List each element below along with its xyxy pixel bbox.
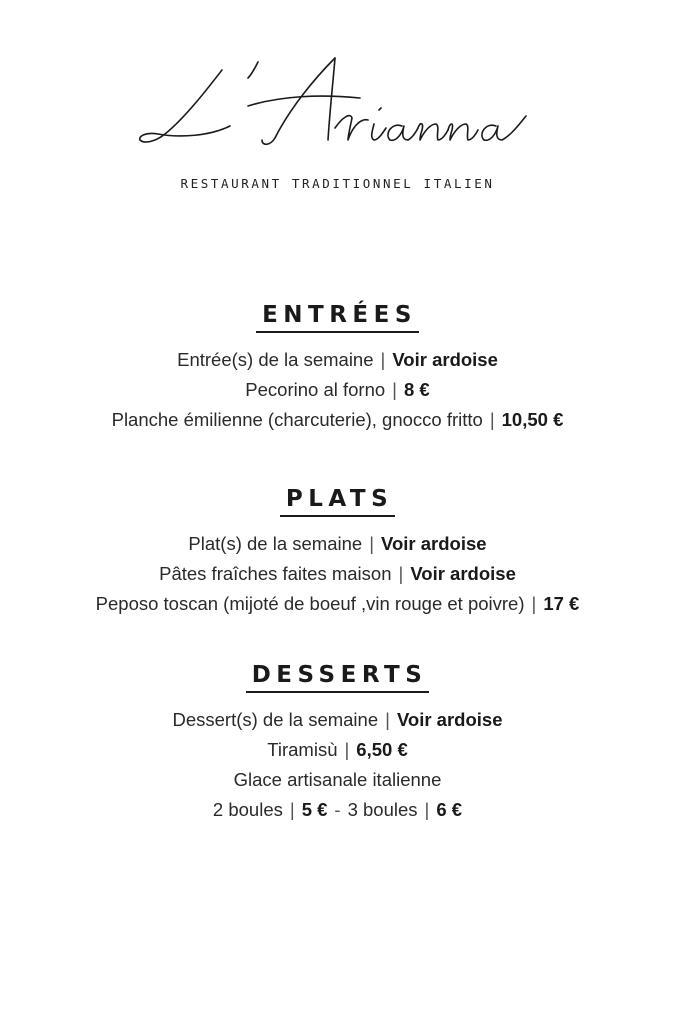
item-name: Dessert(s) de la semaine xyxy=(172,709,379,730)
section-title-desserts: DESSERTS xyxy=(246,662,430,693)
item-name: Tiramisù xyxy=(267,739,338,760)
price-separator: | xyxy=(392,379,397,400)
item-price: Voir ardoise xyxy=(392,349,498,370)
item-price: 5 € xyxy=(301,799,328,820)
menu-item xyxy=(0,765,675,795)
item-price-option-2: 6 € xyxy=(436,799,463,820)
menu-item xyxy=(0,375,675,405)
item-price: Voir ardoise xyxy=(410,563,516,584)
item-name: Glace artisanale italienne xyxy=(233,769,442,790)
section-title-entrees: ENTRÉES xyxy=(256,302,419,333)
price-separator: | xyxy=(369,533,375,554)
item-name: Plat(s) de la semaine xyxy=(188,533,363,554)
price-separator: | xyxy=(380,349,386,370)
menu-item xyxy=(0,529,675,559)
item-name: 2 boules xyxy=(212,799,283,820)
menu-item xyxy=(0,345,675,375)
price-separator: | xyxy=(489,409,495,430)
price-separator: | xyxy=(344,739,350,760)
section-desserts xyxy=(0,662,675,825)
section-title-plats: PLATS xyxy=(280,486,395,517)
restaurant-logo xyxy=(130,48,540,168)
menu-item xyxy=(0,795,675,825)
item-price: 8 € xyxy=(403,379,430,400)
price-separator: | xyxy=(398,563,404,584)
price-separator: | xyxy=(424,799,430,820)
price-separator: | xyxy=(385,709,390,730)
price-separator: | xyxy=(289,799,295,820)
menu-item xyxy=(0,589,675,619)
menu-item xyxy=(0,705,675,735)
item-name-option-2: 3 boules xyxy=(347,799,418,820)
item-name: Entrée(s) de la semaine xyxy=(177,349,374,370)
option-connector: - xyxy=(334,799,341,820)
section-plats xyxy=(0,486,675,619)
menu-item xyxy=(0,559,675,589)
section-entrees xyxy=(0,302,675,435)
item-name: Planche émilienne (charcuterie), gnocco fritto xyxy=(111,409,483,430)
item-name: Pâtes fraîches faites maison xyxy=(159,563,392,584)
item-price: Voir ardoise xyxy=(381,533,487,554)
restaurant-subtitle: RESTAURANT TRADITIONNEL ITALIEN xyxy=(180,176,495,191)
item-price: Voir ardoise xyxy=(396,709,503,730)
menu-item xyxy=(0,735,675,765)
menu-item xyxy=(0,405,675,435)
item-name: Peposo toscan (mijoté de boeuf ,vin rouge et poivre) xyxy=(95,593,525,614)
item-price: 6,50 € xyxy=(356,739,408,760)
item-price: 10,50 € xyxy=(501,409,564,430)
item-name: Pecorino al forno xyxy=(245,379,386,400)
logo-script-signature xyxy=(130,48,540,168)
item-price: 17 € xyxy=(543,593,580,614)
price-separator: | xyxy=(531,593,537,614)
